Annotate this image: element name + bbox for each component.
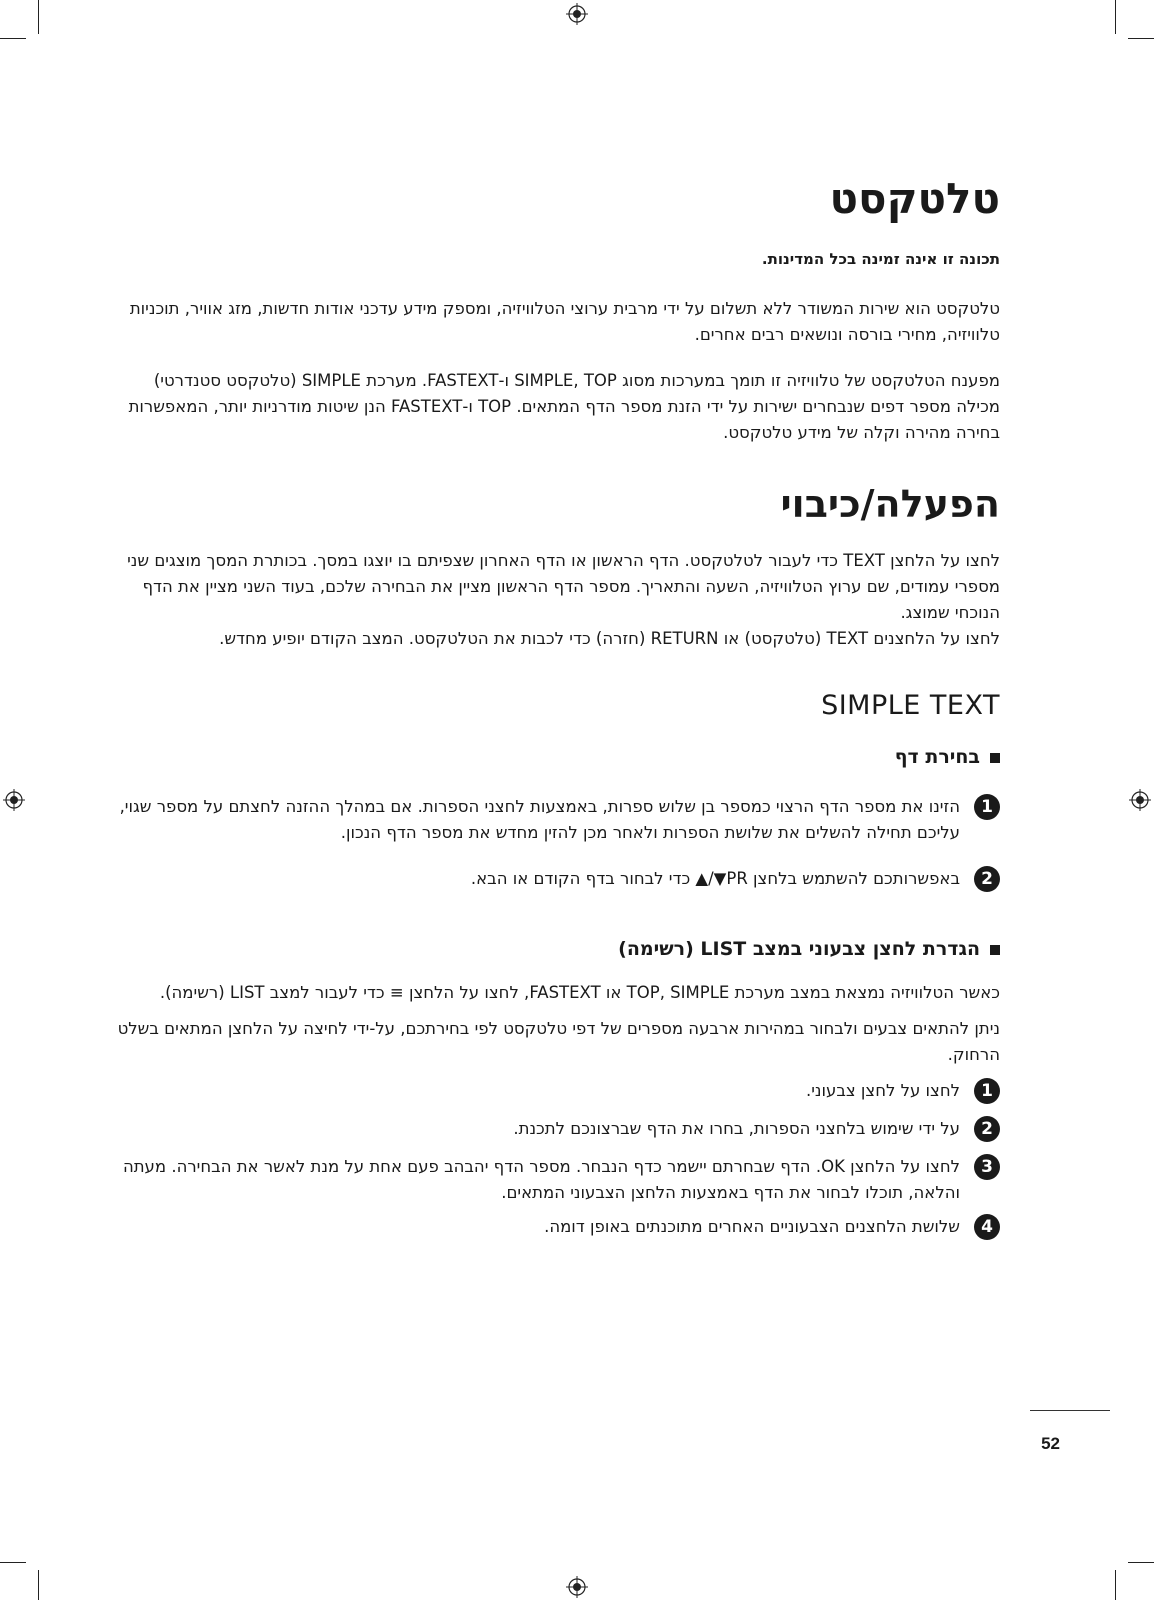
step-number-badge: 4 bbox=[974, 1214, 1000, 1240]
crop-mark bbox=[1128, 1562, 1154, 1563]
intro-paragraph-systems: מפענח הטלטקסט של טלוויזיה זו תומך במערכות מסוג SIMPLE, TOP ו-FASTEXT. מערכת SIMPLE (טלטקסט סטנדרטי) מכילה מספר דפים שנבחרים ישירות על ידי הזנת מספר הדף המתאים. TOP ו-FASTEXT הנן שיטות מודרניות יותר, המאפשרות בחירה מהירה וקלה של מידע טלטקסט. bbox=[128, 371, 1000, 442]
page-number: 52 bbox=[1041, 1434, 1060, 1453]
step-text: הזינו את מספר הדף הרצוי כמספר בן שלוש ספרות, באמצעות לחצני הספרות. אם במהלך ההזנה לחצתם על מספר שגוי, עליכם תחילה להשלים את שלושת הספרות ולאחר מכן להזין מחדש את מספר הדף הנכון. bbox=[119, 797, 960, 842]
crop-mark bbox=[1128, 38, 1154, 39]
section-heading-simple-text: SIMPLE TEXT bbox=[821, 690, 1000, 721]
section-heading-on-off: הפעלה/כיבוי bbox=[780, 482, 1000, 526]
page-title: טלטקסט bbox=[829, 174, 1000, 223]
list-item bbox=[110, 1214, 1000, 1240]
step-number-badge: 2 bbox=[974, 866, 1000, 892]
list-item bbox=[110, 1116, 1000, 1142]
registration-mark-icon bbox=[566, 1576, 588, 1598]
step-text: שלושת הלחצנים הצבעוניים האחרים מתוכנתים באופן דומה. bbox=[544, 1217, 960, 1236]
page-number-rule bbox=[1030, 1410, 1110, 1411]
step-text: על ידי שימוש בלחצני הספרות, בחרו את הדף שברצונכם לתכנת. bbox=[513, 1119, 960, 1138]
registration-mark-icon bbox=[566, 3, 588, 25]
on-off-paragraph: לחצו על הלחצן TEXT כדי לעבור לטלטקסט. הדף הראשון או הדף האחרון שצפיתם בו יוצגו במסך. בכותרת המסך מוצגים שני מספרי עמודים, שם ערוץ הטלוויזיה, השעה והתאריך. מספר הדף הראשון מציין את הבחירה שלכם, בעוד השני מציין את הדף הנוכחי שמוצג. bbox=[127, 551, 1000, 622]
crop-mark bbox=[0, 38, 26, 39]
list-item bbox=[110, 866, 1000, 892]
availability-note: תכונה זו אינה זמינה בכל המדינות. bbox=[761, 250, 1000, 268]
crop-mark bbox=[1115, 1570, 1116, 1600]
step-number-badge: 1 bbox=[974, 794, 1000, 820]
list-item bbox=[110, 794, 1000, 846]
crop-mark bbox=[38, 0, 39, 34]
list-item bbox=[110, 1154, 1000, 1206]
registration-mark-icon bbox=[1129, 789, 1151, 811]
list-mode-paragraph-colors: ניתן להתאים צבעים ולבחור במהירות ארבעה מספרים של דפי טלטקסט לפי בחירתכם, על-ידי לחיצה על הלחצן המתאים בשלט הרחוק. bbox=[117, 1019, 1000, 1064]
step-text: לחצו על הלחצן OK. הדף שבחרתם יישמר כדף הנבחר. מספר הדף יהבהב פעם אחת על מנת לאשר את הבחירה. מעתה והלאה, תוכלו לבחור את הדף באמצעות הלחצן הצבעוני המתאים. bbox=[122, 1157, 960, 1202]
crop-mark bbox=[38, 1570, 39, 1600]
subheading-page-selection: בחירת דף bbox=[110, 746, 1000, 768]
list-mode-paragraph: כאשר הטלוויזיה נמצאת במצב מערכת TOP, SIMPLE או FASTEXT, לחצו על הלחצן ≡ כדי לעבור למצב LIST (רשימה). bbox=[159, 983, 1000, 1002]
intro-paragraph: טלטקסט הוא שירות המשודר ללא תשלום על ידי מרבית ערוצי הטלוויזיה, ומספק מידע עדכני אודות חדשות, מזג אוויר, תוכניות טלוויזיה, מחירי בורסה ונושאים רבים אחרים. bbox=[129, 299, 1000, 344]
square-bullet-icon bbox=[990, 753, 1000, 763]
step-number-badge: 3 bbox=[974, 1154, 1000, 1180]
crop-mark bbox=[0, 1562, 26, 1563]
list-item bbox=[110, 1078, 1000, 1104]
step-text: לחצו על לחצן צבעוני. bbox=[805, 1081, 960, 1100]
step-number-badge: 1 bbox=[974, 1078, 1000, 1104]
crop-mark bbox=[1115, 0, 1116, 34]
subheading-list-mode: הגדרת לחצן צבעוני במצב LIST (רשימה) bbox=[110, 938, 1000, 960]
square-bullet-icon bbox=[990, 945, 1000, 955]
registration-mark-icon bbox=[3, 789, 25, 811]
step-number-badge: 2 bbox=[974, 1116, 1000, 1142]
step-text: באפשרותכם להשתמש בלחצן PR▼/▲ כדי לבחור בדף הקודם או הבא. bbox=[470, 869, 960, 888]
on-off-paragraph-exit: לחצו על הלחצנים TEXT (טלטקסט) או RETURN (חזרה) כדי לכבות את הטלטקסט. המצב הקודם יופיע מחדש. bbox=[219, 629, 1000, 648]
